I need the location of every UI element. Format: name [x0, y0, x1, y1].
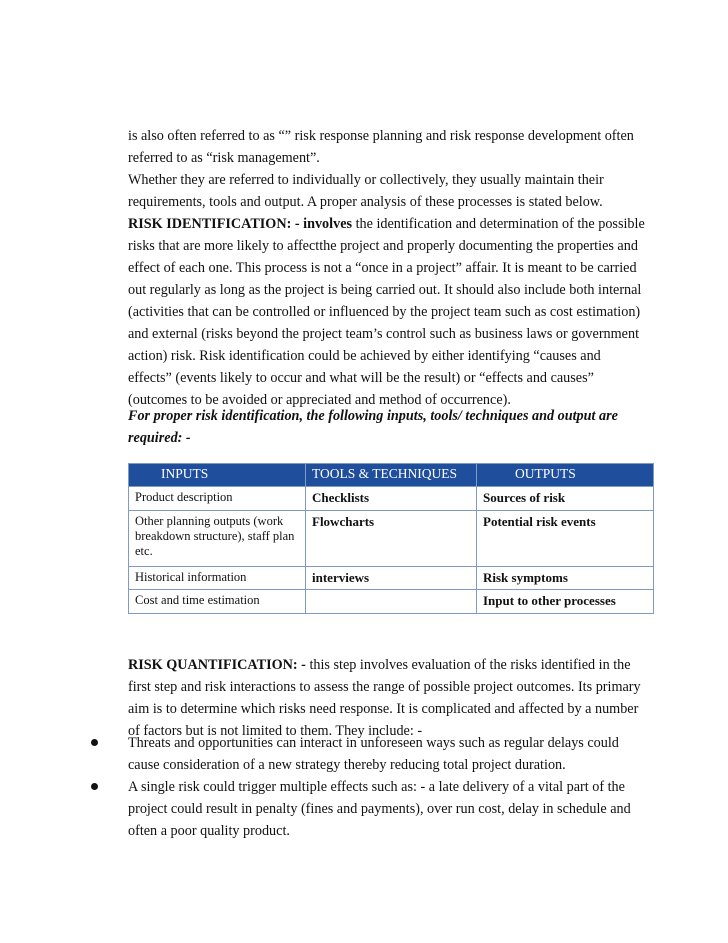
- risk-identification-body: the identification and determination of the possible risks that are more likely to affectthe project and properly documenting the properties and effect of each one. This process is not a “once in a project” affair. It is meant to be carried out regularly as long as the project is being carried out. It should also include both internal (activities that can be controlled or influenced by the project team such as cost estimation) and external (risks beyond the project team’s control such as business laws or government action) risk. Risk identification could be achieved by either identifying “causes and effects” (events likely to occur and what will be the result) or “effects and causes” (outcomes to be avoided or appreciated and method of occurrence).: [128, 216, 645, 408]
- risk-identification-paragraph: [128, 213, 648, 411]
- intro-paragraph: [128, 125, 648, 213]
- bullet-text: A single risk could trigger multiple effects such as: - a late delivery of a vital part of the project could result in penalty (fines and payments), over run cost, delay in schedule and often a poor quality product.: [128, 779, 631, 839]
- cell-input: Other planning outputs (work breakdown structure), staff plan etc.: [129, 511, 306, 567]
- risk-identification-heading: RISK IDENTIFICATION: - involves: [128, 216, 353, 232]
- cell-tool: interviews: [306, 567, 477, 590]
- requirements-note-text: For proper risk identification, the following inputs, tools/ techniques and output are required: -: [128, 408, 618, 446]
- table-row: [129, 511, 654, 567]
- cell-input: Cost and time estimation: [129, 590, 306, 614]
- header-outputs: OUTPUTS: [477, 464, 654, 487]
- cell-input: Product description: [129, 487, 306, 511]
- bullet-list: [128, 732, 648, 842]
- table-row: [129, 567, 654, 590]
- cell-input: Historical information: [129, 567, 306, 590]
- cell-output: Potential risk events: [477, 511, 654, 567]
- list-item: [128, 732, 648, 776]
- requirements-table: [128, 463, 654, 614]
- bullet-text: Threats and opportunities can interact in unforeseen ways such as regular delays could cause consideration of a new strategy thereby reducing total project duration.: [128, 735, 619, 773]
- intro-line-1: is also often referred to as “” risk response planning and risk response development often referred to as “risk management”.: [128, 128, 634, 166]
- intro-line-2: Whether they are referred to individually or collectively, they usually maintain their requirements, tools and output. A proper analysis of these processes is stated below.: [128, 172, 604, 210]
- table-row: [129, 590, 654, 614]
- risk-quantification-paragraph: [128, 654, 648, 742]
- cell-tool: Checklists: [306, 487, 477, 511]
- header-inputs: INPUTS: [129, 464, 306, 487]
- cell-tool: [306, 590, 477, 614]
- cell-tool: Flowcharts: [306, 511, 477, 567]
- requirements-note: [128, 405, 648, 449]
- cell-output: Sources of risk: [477, 487, 654, 511]
- list-item: [128, 776, 648, 842]
- cell-output: Risk symptoms: [477, 567, 654, 590]
- table-header-row: [129, 464, 654, 487]
- table-row: [129, 487, 654, 511]
- risk-quantification-heading: RISK QUANTIFICATION: -: [128, 657, 306, 673]
- bullet-icon: [91, 739, 98, 746]
- risk-quantification-body: this step involves evaluation of the risks identified in the first step and risk interactions to assess the range of possible project outcomes. Its primary aim is to determine which risks need response. It is complicated and affected by a number of factors but is not limited to them. They include: -: [128, 657, 641, 739]
- bullet-icon: [91, 783, 98, 790]
- header-tools: TOOLS & TECHNIQUES: [306, 464, 477, 487]
- cell-output: Input to other processes: [477, 590, 654, 614]
